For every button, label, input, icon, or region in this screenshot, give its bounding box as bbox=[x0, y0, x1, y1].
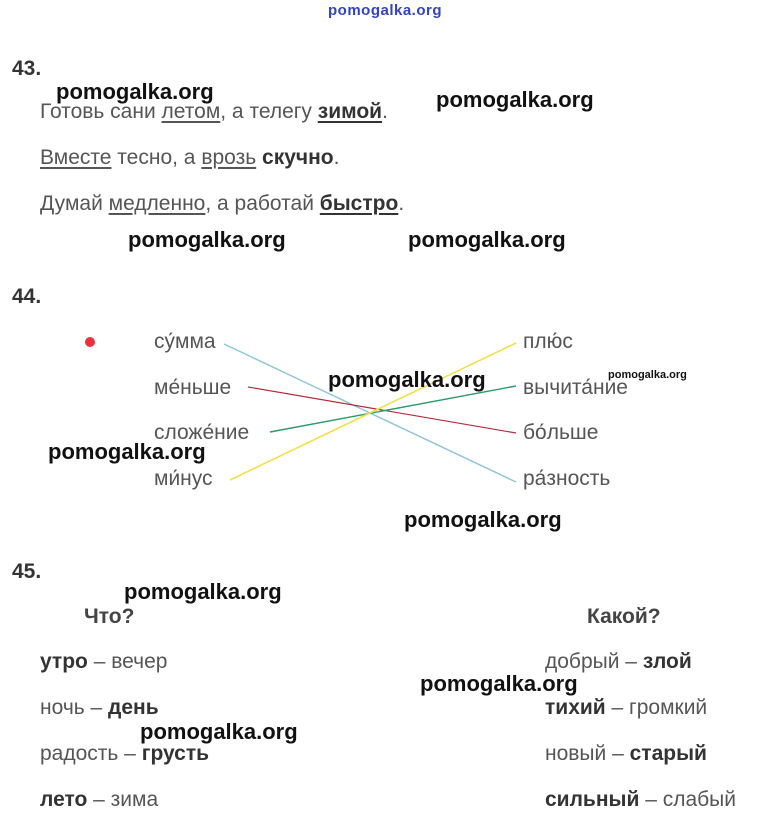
text-segment: быстро bbox=[319, 192, 399, 215]
text-segment: тихий bbox=[545, 696, 606, 719]
text-segment: , а работай bbox=[205, 192, 320, 215]
antonym-pair bbox=[545, 742, 707, 766]
antonym-pair bbox=[40, 650, 167, 674]
text-segment: лето bbox=[40, 788, 88, 811]
antonym-pair bbox=[40, 742, 209, 766]
watermark: pomogalka.org bbox=[140, 719, 298, 744]
text-segment: грусть bbox=[141, 742, 210, 765]
left-word: сложе́ние bbox=[154, 421, 250, 444]
text-segment: Вместе bbox=[40, 146, 112, 169]
left-word: ми́нус bbox=[154, 467, 213, 490]
text-segment: зимой bbox=[317, 100, 383, 123]
text-segment: сильный bbox=[545, 788, 640, 811]
text-segment: ночь – bbox=[40, 696, 109, 719]
right-word: плю́с bbox=[523, 330, 573, 353]
antonym-pair bbox=[545, 696, 707, 720]
text-segment: – слабый bbox=[639, 788, 737, 811]
right-word: вычита́ние bbox=[523, 376, 628, 399]
antonym-pair bbox=[545, 788, 736, 812]
link-line-3 bbox=[230, 343, 516, 480]
watermark: pomogalka.org bbox=[420, 671, 578, 696]
watermark-top: pomogalka.org bbox=[328, 2, 443, 19]
text-segment: – вечер bbox=[87, 650, 168, 673]
exercise-44-number: 44. bbox=[12, 285, 42, 308]
text-segment: день bbox=[108, 696, 159, 719]
column-head-what: Что? bbox=[84, 605, 135, 628]
text-segment: скучно bbox=[262, 146, 334, 169]
text-segment: , а телегу bbox=[220, 100, 318, 123]
text-segment: Думай bbox=[40, 192, 109, 215]
text-segment: радость – bbox=[40, 742, 142, 765]
watermark: pomogalka.org bbox=[56, 79, 214, 104]
watermark: pomogalka.org bbox=[328, 367, 486, 392]
text-segment: Готовь сани bbox=[40, 100, 162, 123]
watermark: pomogalka.org bbox=[608, 369, 687, 381]
watermark: pomogalka.org bbox=[408, 227, 566, 252]
text-segment: медленно bbox=[108, 192, 206, 215]
watermark: pomogalka.org bbox=[128, 227, 286, 252]
text-segment: . bbox=[382, 100, 388, 123]
text-segment: новый – bbox=[545, 742, 630, 765]
text-segment: злой bbox=[642, 650, 692, 673]
exercise-43-number: 43. bbox=[12, 57, 42, 80]
watermark: pomogalka.org bbox=[404, 507, 562, 532]
watermark: pomogalka.org bbox=[48, 439, 206, 464]
exercise-45-number: 45. bbox=[12, 560, 42, 583]
text-segment: – зима bbox=[87, 788, 159, 811]
text-segment: утро bbox=[40, 650, 88, 673]
watermark: pomogalka.org bbox=[124, 579, 282, 604]
antonym-pair bbox=[40, 788, 158, 812]
text-segment: врозь bbox=[201, 146, 257, 169]
left-word: ме́ньше bbox=[154, 376, 232, 399]
text-segment: . bbox=[398, 192, 405, 215]
text-segment: . bbox=[333, 146, 340, 169]
text-segment: старый bbox=[629, 742, 707, 765]
red-dot bbox=[85, 337, 95, 347]
text-segment: летом bbox=[161, 100, 221, 123]
right-word: бо́льше bbox=[523, 421, 599, 444]
antonym-pair bbox=[40, 696, 159, 720]
text-segment: тесно, а bbox=[111, 146, 202, 169]
text-segment: добрый – bbox=[545, 650, 643, 673]
left-word: су́мма bbox=[154, 330, 216, 353]
text-segment: – громкий bbox=[605, 696, 708, 719]
column-head-which: Какой? bbox=[587, 605, 661, 628]
right-word: ра́зность bbox=[523, 467, 611, 490]
watermark: pomogalka.org bbox=[436, 87, 594, 112]
